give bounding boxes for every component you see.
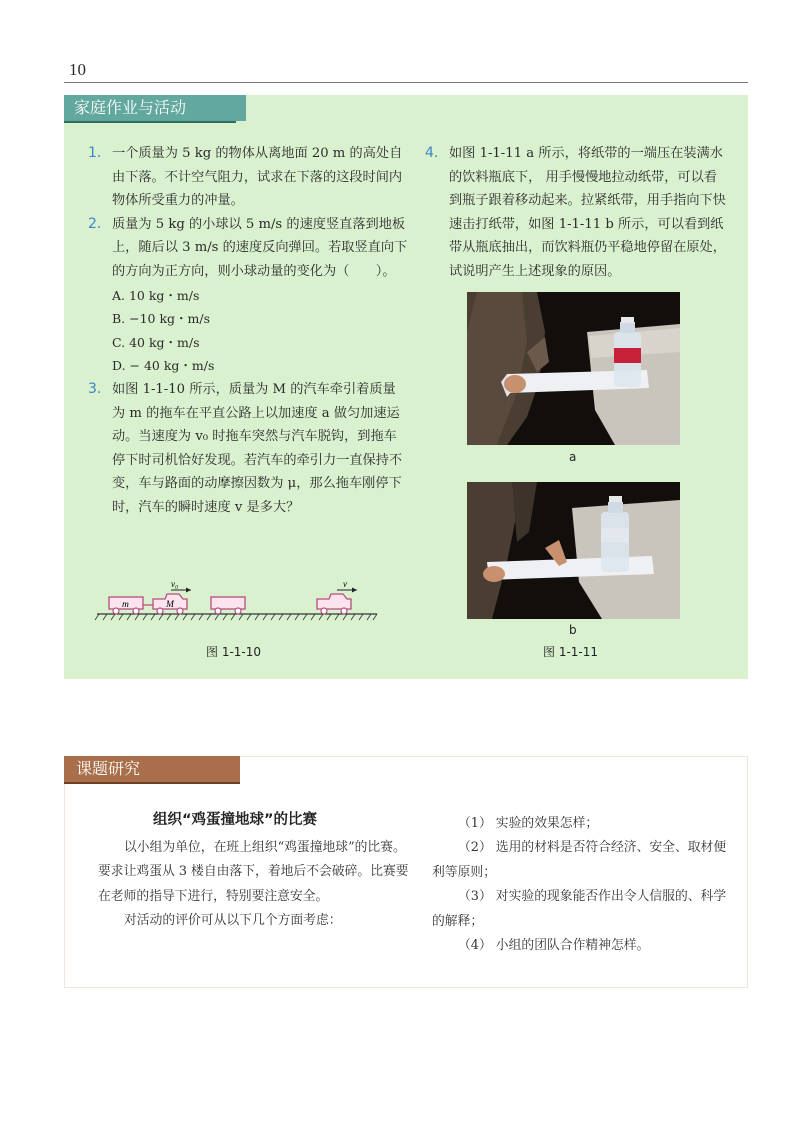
homework-right-column (425, 142, 730, 284)
photo-a (467, 292, 680, 445)
photo-b-illustration (467, 482, 680, 619)
option-d: D. − 40 kg・m/s (112, 358, 215, 374)
homework-section-title: 家庭作业与活动 (64, 95, 246, 121)
question-text: 质量为 5 kg 的小球以 5 m/s 的速度竖直落到地板上，随后以 3 m/s 的速度反向弹回。若取竖直向下的方向为正方向，则小球动量的变化为（ ）。 (112, 216, 408, 279)
evaluation-criterion: （2） 选用的材料是否符合经济、安全、取材便利等原则； (432, 840, 727, 880)
homework-title-rule (64, 121, 236, 123)
arrowhead-icon (186, 588, 191, 593)
question-2 (88, 213, 408, 284)
ground-hatching (95, 614, 377, 620)
option-a: A. 10 kg・m/s (112, 287, 200, 303)
figure-caption-1-1-10: 图 1-1-10 (206, 645, 262, 659)
figure-caption-1-1-11: 图 1-1-11 (543, 645, 599, 659)
evaluation-criterion: （4） 小组的团队合作精神怎样。 (458, 938, 650, 954)
question-1 (88, 142, 408, 213)
photo-a-illustration (467, 292, 680, 445)
velocity-label-v0: v₀ (171, 579, 179, 589)
homework-left-column (88, 142, 408, 520)
evaluation-criterion: （3） 对实验的现象能否作出令人信服的、科学的解释； (432, 889, 727, 929)
car-after (317, 594, 351, 614)
question-text: 一个质量为 5 kg 的物体从离地面 20 m 的高处自由下落。不计空气阻力，试求在下落的这段时间内物体所受重力的冲量。 (112, 146, 403, 209)
research-title-rule (64, 782, 240, 784)
research-section-title: 课题研究 (64, 756, 240, 782)
option-c: C. 40 kg・m/s (112, 334, 200, 350)
question-number: 3. (88, 380, 102, 397)
photo-b (467, 482, 680, 619)
velocity-label-v: v (343, 579, 347, 589)
research-paragraph: 以小组为单位，在班上组织“鸡蛋撞地球”的比赛。要求让鸡蛋从 3 楼自由落下，着地后不会破碎。比赛要在老师的指导下进行，特别要注意安全。 (98, 840, 409, 904)
research-right-column (432, 812, 737, 958)
question-number: 1. (88, 145, 102, 161)
question-number: 4. (425, 145, 439, 161)
question-number: 2. (88, 215, 102, 232)
question-3 (88, 378, 408, 520)
question-text: 如图 1-1-10 所示，质量为 M 的汽车牵引着质量为 m 的拖车在平直公路上以加速度 a 做匀加速运动。当速度为 v₀ 时拖车突然与汽车脱钩，到拖车停下时司机恰好发现。若汽车的牵引力一直保持不变，车与路面的动摩擦因数为 μ，那么拖车刚停下时，汽车的瞬时速度 v 是多大？ (112, 381, 403, 515)
research-paragraph: 对活动的评价可从以下几个方面考虑： (124, 913, 342, 929)
research-left-column (98, 836, 410, 934)
trailer-mass-label: m (122, 600, 129, 610)
car-trailer-diagram (91, 578, 381, 638)
trailer-stopped (211, 597, 245, 614)
option-b: B. −10 kg・m/s (112, 311, 211, 327)
photo-label-a: a (569, 450, 577, 464)
page-number: 10 (69, 60, 86, 79)
arrowhead-icon (352, 588, 357, 593)
header-rule (64, 82, 748, 83)
photo-label-b: b (569, 623, 577, 637)
car-mass-label: M (166, 600, 174, 610)
question-text: 如图 1-1-11 a 所示，将纸带的一端压在装满水的饮料瓶底下， 用手慢慢地拉动纸带，可以看到瓶子跟着移动起来。拉紧纸带，用手指向下快速击打纸带，如图 1-1-11 b 所示，可以看到纸带从瓶底抽出，而饮料瓶仍平稳地停留在原处，试说明产生上述现象的原因。 (449, 146, 726, 279)
evaluation-criterion: （1） 实验的效果怎样； (458, 816, 599, 831)
research-heading: 组织“鸡蛋撞地球”的比赛 (153, 812, 318, 828)
question-4 (425, 142, 730, 284)
